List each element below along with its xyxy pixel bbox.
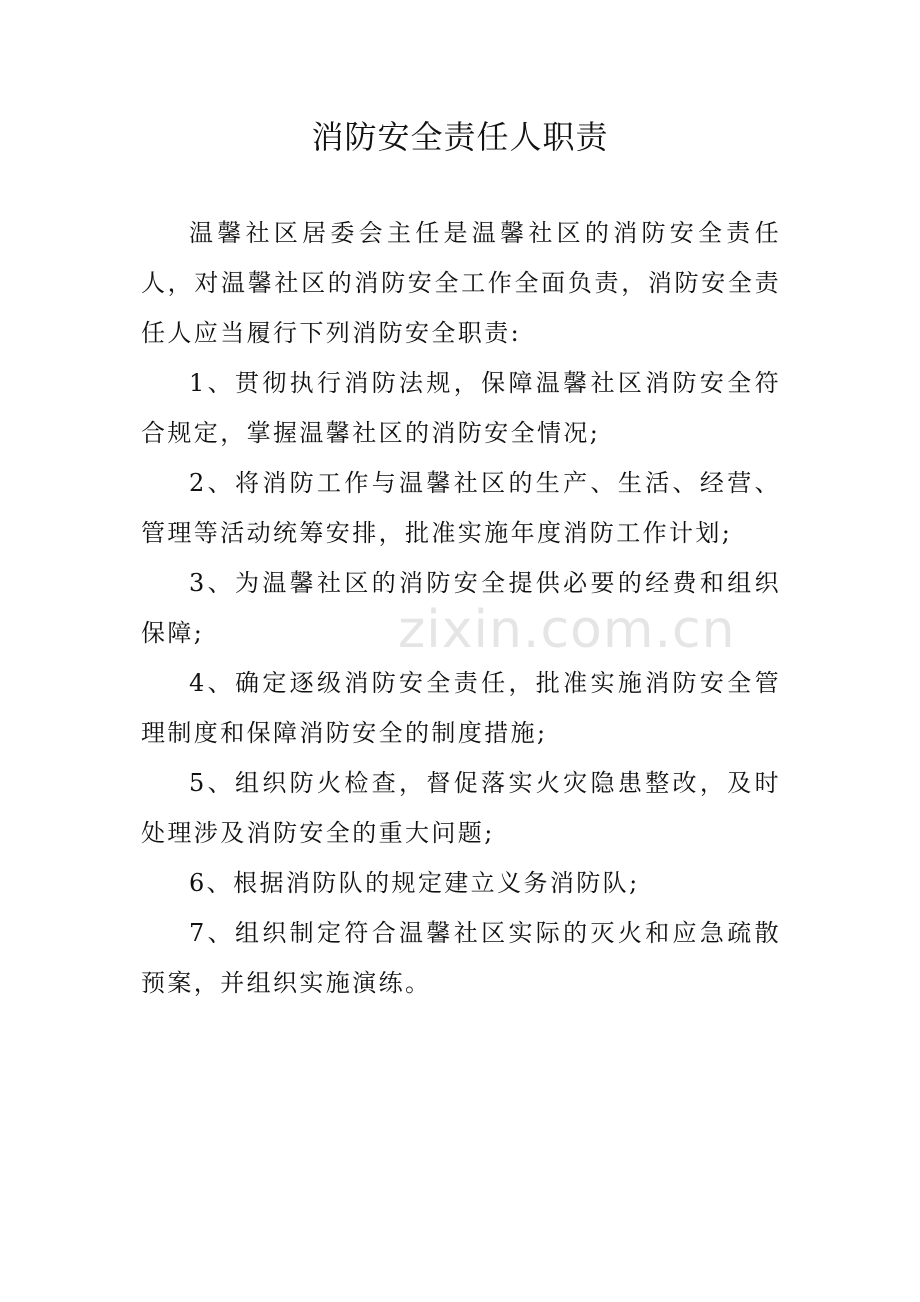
duty-item-3: 3、为温馨社区的消防安全提供必要的经费和组织保障;	[141, 569, 781, 647]
duty-item-4: 4、确定逐级消防安全责任，批准实施消防安全管理制度和保障消防安全的制度措施;	[141, 669, 781, 747]
duty-item-1: 1、贯彻执行消防法规，保障温馨社区消防安全符合规定，掌握温馨社区的消防安全情况;	[141, 369, 781, 447]
duty-item-6: 6、根据消防队的规定建立义务消防队;	[189, 869, 640, 897]
duty-item-2: 2、将消防工作与温馨社区的生产、生活、经营、管理等活动统筹安排，批准实施年度消防工作计划;	[141, 469, 781, 547]
duty-item-7: 7、组织制定符合温馨社区实际的灭火和应急疏散预案，并组织实施演练。	[141, 919, 781, 997]
document-title: 消防安全责任人职责	[311, 118, 609, 156]
intro-paragraph: 温馨社区居委会主任是温馨社区的消防安全责任人，对温馨社区的消防安全工作全面负责，消防安全责任人应当履行下列消防安全职责:	[141, 219, 781, 347]
duty-item-5: 5、组织防火检查，督促落实火灾隐患整改，及时处理涉及消防安全的重大问题;	[141, 769, 781, 847]
watermark-text: zixin.com.cn	[398, 600, 736, 660]
